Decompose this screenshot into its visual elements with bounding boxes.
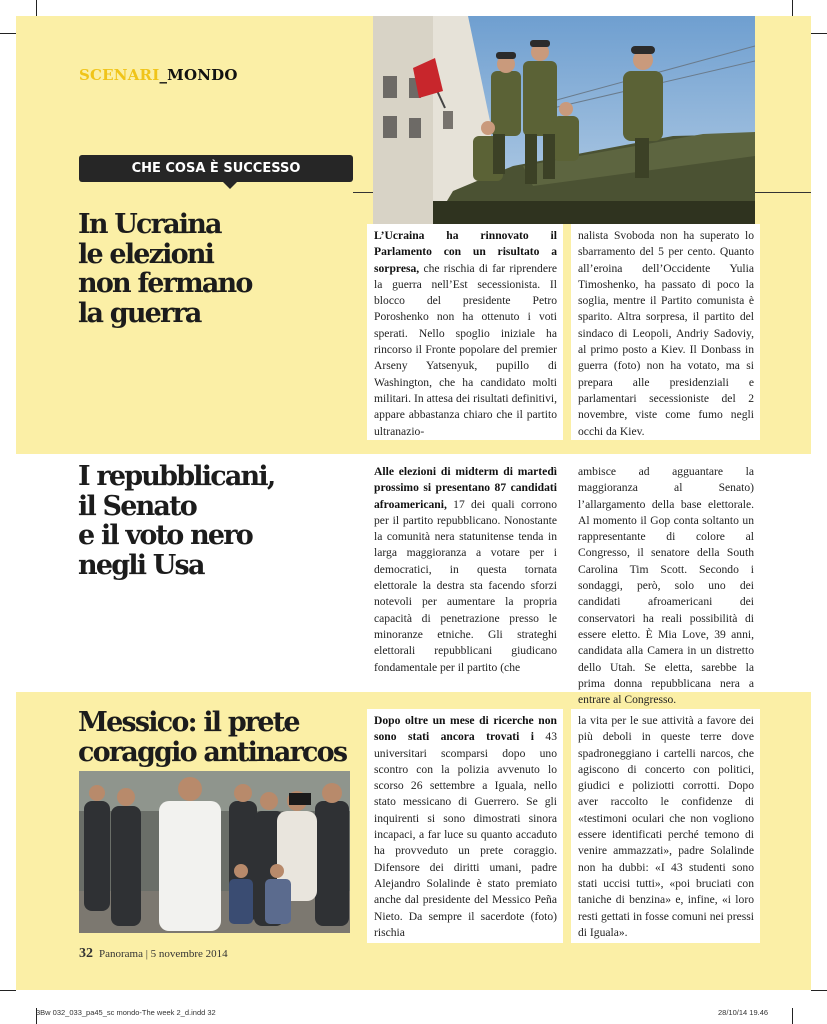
ukraine-headline: In Ucraina le elezioni non fermano la guerra [78, 209, 252, 329]
ukraine-photo [373, 16, 755, 224]
mexico-lead: Dopo oltre un mese di ricerche non sono stati ancora trovati i [374, 714, 557, 744]
mexico-body-1: 43 universitari scomparsi dopo uno scontro con la polizia avvenuto lo scorso 26 settembre a Iguala, nello stato messicano di Guerrero. Se gli inquirenti si sono dimostrati sinora incapaci, a far luce su quanto accaduto ha provveduto un prete coraggio. Difensore dei diritti umani, padre Alejandro Solalinde è stato premiato anche dal presidente del Messico Peña Nieto. Da sempre il sacerdote (foto) rischia [374, 730, 557, 939]
print-slug-timestamp: 28/10/14 19.46 [718, 1008, 769, 1017]
usa-column-2 [571, 460, 760, 707]
ukraine-body-1: che rischia di far riprendere la guerra nell’Est secessionista. Il blocco del presidente Petro Poroshenko non ha ottenuto i voti sperati. Nello spoglio iniziale ha rincorso il Fronte popolare del premier Arseny Yatsenyuk, pupillo di Washington, che ha candidato molti militari. In attesa dei risultati definitivi, appare abbastanza chiaro che il partito ultranazio- [374, 261, 557, 438]
usa-body-2: ambisce ad agguantare la maggioranza al Senato) l’allargamento della base elettorale. Al momento il Gop conta soltanto un rappresentante di colore al Congresso, il senatore della South Carolina Tim Scott. Secondo i sondaggi, però, solo uno dei candidati afroamericani dei conservatori ha reali possibilità di essere eletto. È Mia Love, 39 anni, candidata alla Camera in un distretto dello Utah. Se eletta, sarebbe la prima donna repubblicana nera a entrare al Congresso. [578, 465, 754, 707]
section-part1: SCENARI [79, 66, 160, 84]
mexico-body-2: la vita per le sue attività a favore dei più deboli in queste terre dove spadroneggiano i cartelli narcos, che agiscono di concerto con politici, giudici e poliziotti corrotti. Dopo aver raccolto le confidenze di «testimoni oculari che non vogliono essere identificati perché temono di venire ammazzati», padre Solalinde non ha dubbi: «I 43 studenti sono stati uccisi tutti», «poi bruciati con taniche di benzina» e, infine, «i loro resti gettati in fosse comuni nei pressi di Iguala». [578, 714, 754, 939]
usa-column-1 [367, 460, 563, 690]
crop-mark [792, 0, 793, 16]
page-number: 32 [79, 946, 93, 961]
mexico-photo [79, 771, 350, 933]
page-footer [79, 946, 228, 962]
section-part2: _MONDO [159, 66, 238, 84]
section-kicker [79, 66, 238, 84]
crop-mark [0, 990, 16, 991]
tag-pointer [223, 182, 237, 189]
divider-rule [755, 192, 811, 193]
usa-headline: I repubblicani, il Senato e il voto nero negli Usa [78, 461, 275, 581]
crop-mark [0, 33, 16, 34]
ukraine-body-2: nalista Svoboda non ha superato lo sbarramento del 5 per cento. Quanto all’eroina dell’Occidente Yulia Timoshenko, ha passato di poco la soglia, mentre il Partito comunista è sparito. Altra sorpresa, il partito del sindaco di Leopoli, Andriy Sadoviy, al primo posto a Kiev. Il Donbass in guerra (foto) non ha votato, ma si prepara alle presidenziali e parlamentari secessioniste del 2 novembre, viste come fumo negli occhi da Kiev. [578, 229, 754, 438]
usa-body-1: 17 dei quali corrono per il partito repubblicano. Nonostante la comunità nera statunitense tenda in larga maggioranza a votare per i democratici, in questa tornata elettorale la destra sta facendo sforzi notevoli per aumentare la propria capacità di penetrazione presso le minoranze etniche. Gli strateghi elettorali repubblicani giudicano fondamentale per il partito (che [374, 497, 557, 674]
mexico-column-2 [571, 709, 760, 943]
mexico-headline: Messico: il prete coraggio antinarcos [78, 707, 347, 768]
crop-mark [811, 990, 827, 991]
divider-rule [353, 192, 373, 193]
usa-lead: Alle elezioni di midterm di martedì prossimo si presentano 87 candidati afroamericani, [374, 465, 557, 511]
ukraine-lead: L’Ucraina ha rinnovato il Parlamento con un risultato a sorpresa, [374, 229, 557, 275]
mexico-column-1 [367, 709, 563, 943]
crop-mark [36, 0, 37, 16]
section-tag: CHE COSA È SUCCESSO [79, 155, 353, 182]
ukraine-column-1 [367, 224, 563, 440]
crop-mark [811, 33, 827, 34]
crop-mark [792, 1008, 793, 1024]
ukraine-column-2 [571, 224, 760, 440]
publication-info: Panorama | 5 novembre 2014 [99, 948, 228, 960]
print-slug-file: 3Bw 032_033_pa45_sc mondo-The week 2_d.indd 32 [36, 1008, 216, 1017]
